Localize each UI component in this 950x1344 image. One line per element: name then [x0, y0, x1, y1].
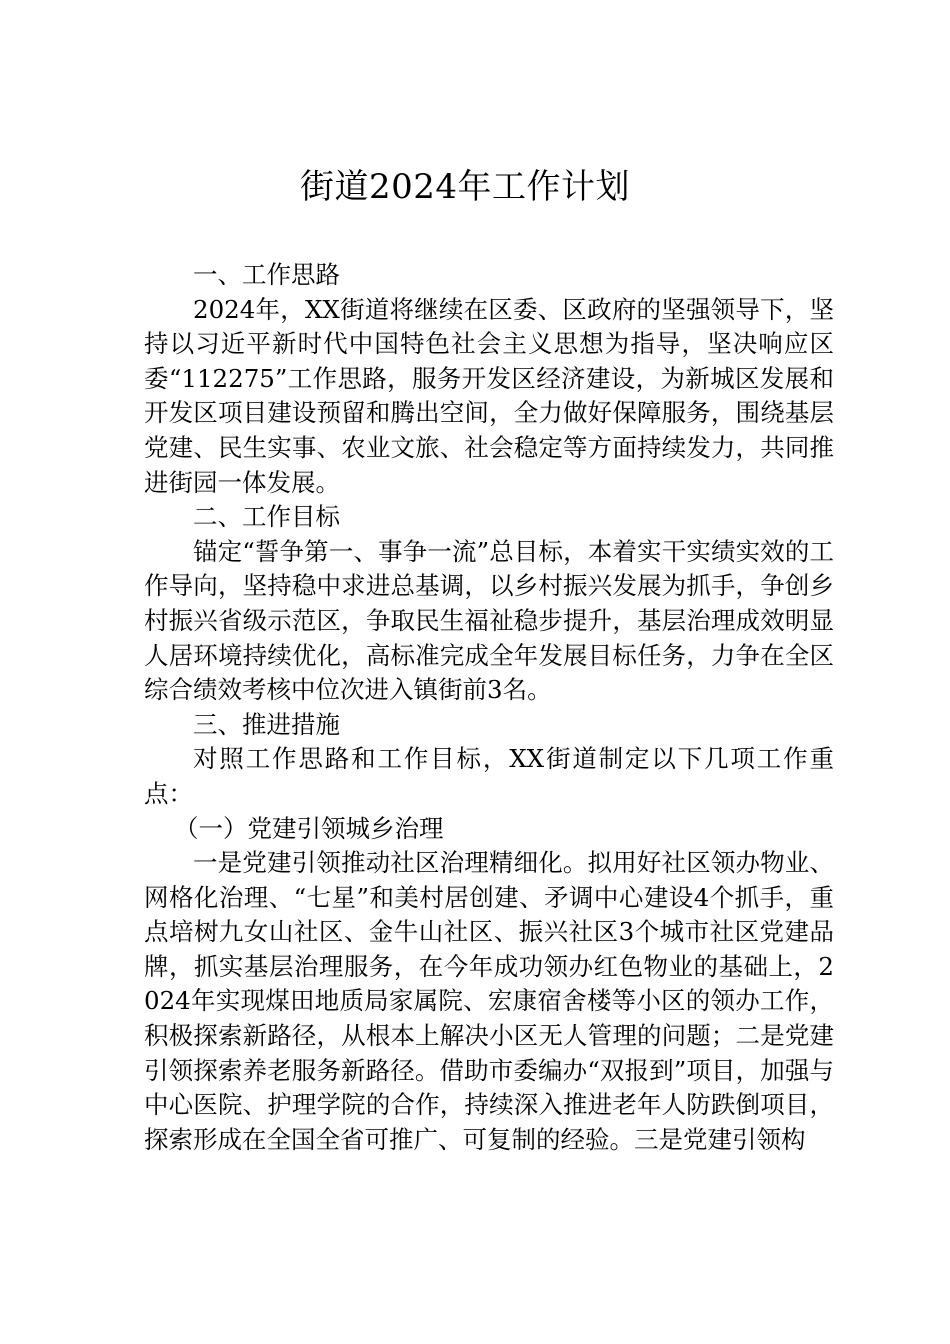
- paragraph-measures-intro: 对照工作思路和工作目标，XX街道制定以下几项工作重点：: [144, 744, 834, 808]
- section-heading-work-goals: 二、工作目标: [193, 502, 340, 532]
- document-title: 街道2024年工作计划: [299, 167, 631, 207]
- section-heading-work-ideas: 一、工作思路: [193, 260, 340, 289]
- subsection-heading-party-building: （一）党建引领城乡治理: [174, 813, 444, 843]
- document-body: [144, 258, 834, 1157]
- section-heading-measures: 三、推进措施: [193, 709, 340, 739]
- paragraph-work-ideas: 2024年，XX街道将继续在区委、区政府的坚强领导下，坚持以习近平新时代中国特色社会主义思想为指导，坚决响应区委“112275”工作思路，服务开发区经济建设，为新城区发展和开发区项目建设预留和腾出空间，全力做好保障服务，围绕基层党建、民生实事、农业文旅、社会稳定等方面持续发力，共同推进街园一体发展。: [144, 294, 834, 497]
- paragraph-party-building: 一是党建引领推动社区治理精细化。拟用好社区领办物业、网格化治理、“七星”和美村居创建、矛调中心建设4个抓手，重点培树九女山社区、金牛山社区、振兴社区3个城市社区党建品牌，抓实基层治理服务，在今年成功领办红色物业的基础上，2024年实现煤田地质局家属院、宏康宿舍楼等小区的领办工作，积极探索新路径，从根本上解决小区无人管理的问题；二是党建引领探索养老服务新路径。借助市委编办“双报到”项目，加强与中心医院、护理学院的合作，持续深入推进老年人防跌倒项目，探索形成在全国全省可推广、可复制的经验。三是党建引领构: [144, 848, 834, 1154]
- paragraph-work-goals: 锚定“誓争第一、事争一流”总目标，本着实干实绩实效的工作导向，坚持稳中求进总基调，以乡村振兴发展为抓手，争创乡村振兴省级示范区，争取民生福祉稳步提升，基层治理成效明显人居环境持续优化，高标准完成全年发展目标任务，力争在全区综合绩效考核中位次进入镇街前3名。: [144, 536, 834, 705]
